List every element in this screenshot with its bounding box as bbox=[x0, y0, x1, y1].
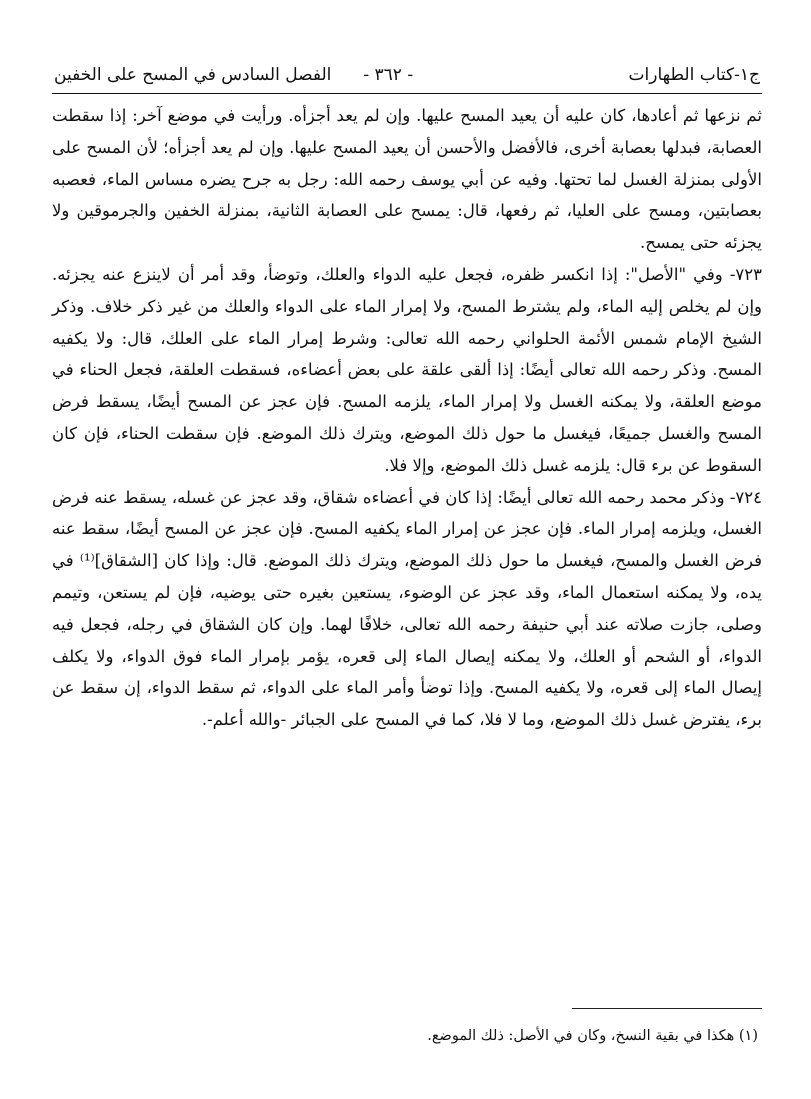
footnote: (١) هكذا في بقية النسخ، وكان في الأصل: ذلك الموضع. bbox=[427, 1028, 758, 1044]
footnote-rule bbox=[572, 1008, 762, 1009]
book-page bbox=[52, 44, 762, 1074]
paragraph-continuation: ثم نزعها ثم أعادها، كان عليه أن يعيد المسح عليها. وإن لم يعد أجزأه. ورأيت في موضع آخر: إذا سقطت العصابة، فبدلها بعصابة أخرى، فالأفضل والأحسن أن يعيد المسح عليها. وإن لم يعد أجزأه؛ لأن المسح على الأولى بمنزلة الغسل لما تحتها. وفيه عن أبي يوسف رحمه الله: رجل به جرح يضره مساس الماء، فعصبه بعصابتين، ومسح على العليا، ثم رفعها، قال: يمسح على العصابة الثانية، بمنزلة الخفين والجرموقين ولا يجزئه حتى يمسح. bbox=[52, 106, 763, 253]
header-rule bbox=[52, 93, 762, 94]
body-text bbox=[52, 100, 762, 736]
chapter-title: الفصل السادس في المسح على الخفين bbox=[54, 65, 332, 85]
paragraph-723: ٧٢٣- وفي "الأصل": إذا انكسر ظفره، فجعل عليه الدواء والعلك، وتوضأ، وقد أمر أن لاينزع عنه يجزئه. وإن لم يخلص إليه الماء، ولم يشترط المسح، ولا إمرار الماء على الدواء والعلك من غير ذكر خلاف. وذكر الشيخ الإمام شمس الأئمة الحلواني رحمه الله تعالى: وشرط إمرار الماء على العلك، قال: ولا يكفيه المسح. وذكر رحمه الله تعالى أيضًا: إذا ألقى علقة على بعض أعضاءه، فسقطت العلقة، فجعل الحناء في موضع العلقة، ولا يمكنه الغسل ولا إمرار الماء، يلزمه المسح. فإن عجز عن المسح أيضًا، يسقط فرض المسح والغسل جميعًا، فيغسل ما حول ذلك الموضع، ويترك ذلك الموضع. فإن سقطت الحناء، فإن كان السقوط عن برء قال: يلزمه غسل ذلك الموضع، وإلا فلا. bbox=[52, 264, 762, 475]
chapter-title-with-page bbox=[54, 60, 413, 90]
page-number: - ٣٦٢ - bbox=[363, 65, 414, 85]
running-header bbox=[52, 60, 762, 90]
paragraph-724: ٧٢٤- وذكر محمد رحمه الله تعالى أيضًا: إذا كان في أعضاءه شقاق، وقد عجز عن غسله، يسقط عنه فرض الغسل، ويلزمه إمرار الماء. فإن عجز عن إمرار الماء يكفيه المسح. فإن عجز عن المسح أيضًا، سقط عنه فرض الغسل والمسح، فيغسل ما حول ذلك الموضع، ويترك ذلك الموضع. قال: وإذا كان [الشقاق]⁽¹⁾ في يده، ولا يمكنه استعمال الماء، وقد عجز عن الوضوء، يستعين بغيره حتى يوضيه، فإن لم يستعن، وتيمم وصلى، جازت صلاته عند أبي حنيفة رحمه الله تعالى، خلافًا لهما. وإن كان الشقاق في رجله، فجعل فيه الدواء، أو الشحم أو العلك، ولا يمكنه إيصال الماء إلى قعره، يؤمر بإمرار الماء فوق الدواء، ولا يكلف إيصال الماء إلى قعره، ولا يكفيه المسح. وإذا توضأ وأمر الماء على الدواء، ثم سقط الدواء، إن سقط عن برء، يفترض غسل ذلك الموضع، وما لا فلا، كما في المسح على الجبائر -والله أعلم-. bbox=[52, 487, 763, 730]
volume-book-title: ج١-كتاب الطهارات bbox=[628, 65, 760, 85]
